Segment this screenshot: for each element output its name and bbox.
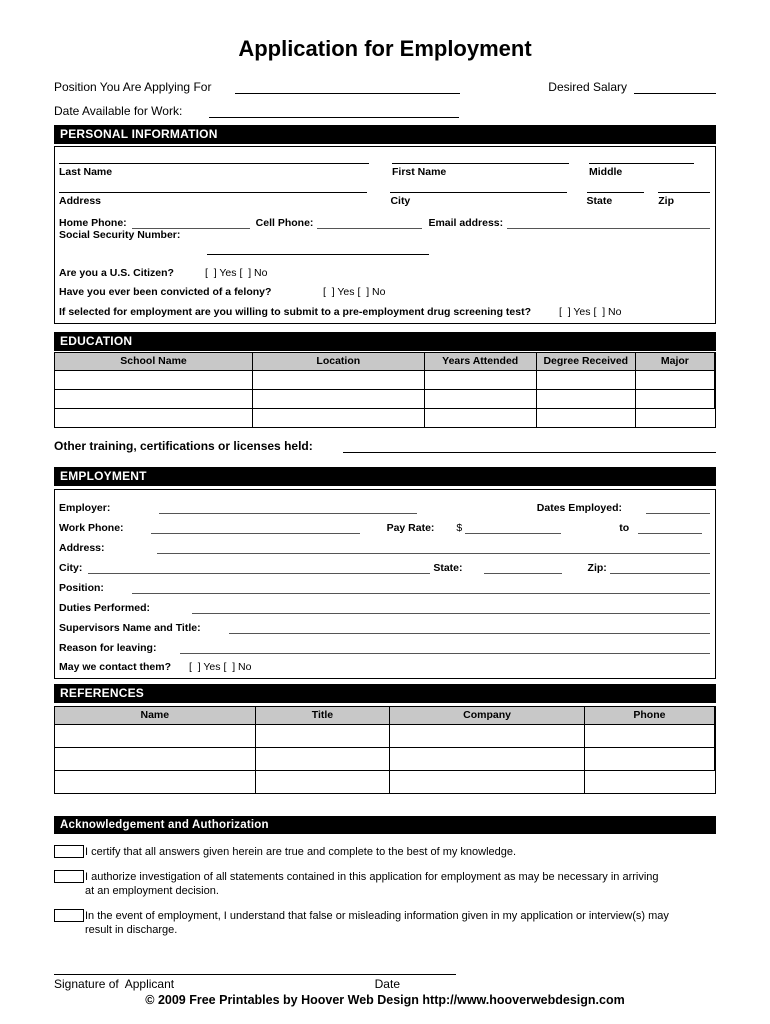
date-available-label: Date Available for Work: (54, 104, 183, 118)
employment-address-label: Address: (59, 542, 105, 554)
ssn-label: Social Security Number: (59, 229, 181, 241)
references-cell[interactable] (256, 770, 391, 793)
zip-input-line[interactable] (658, 181, 710, 193)
address-row (59, 181, 710, 208)
references-cell[interactable] (256, 724, 391, 747)
education-cell[interactable] (55, 408, 253, 427)
zip-label: Zip (658, 195, 674, 207)
duties-label: Duties Performed: (59, 602, 151, 614)
last-name-input-line[interactable] (59, 152, 369, 164)
dates-employed-from-line[interactable] (646, 500, 710, 514)
education-cell[interactable] (537, 370, 636, 389)
date-available-input-line[interactable] (209, 104, 459, 118)
home-phone-label: Home Phone: (59, 217, 127, 229)
section-header-references: REFERENCES (54, 684, 716, 703)
drug-screening-row (59, 298, 710, 318)
to-label: to (619, 522, 630, 534)
employment-city-label: City: (59, 562, 83, 574)
employment-box (54, 489, 716, 679)
state-label: State (586, 195, 613, 207)
first-name-label: First Name (392, 166, 447, 178)
education-cell[interactable] (537, 389, 636, 408)
dollar-sign: $ (456, 522, 463, 534)
contact-row (59, 654, 710, 673)
education-cell[interactable] (253, 389, 425, 408)
position-applying-input-line[interactable] (235, 80, 460, 94)
city-input-line[interactable] (390, 181, 566, 193)
desired-salary-label: Desired Salary (548, 80, 627, 94)
state-input-line[interactable] (587, 181, 645, 193)
references-col-phone: Phone (585, 707, 715, 724)
education-cell[interactable] (636, 408, 715, 427)
ssn-row (59, 229, 710, 260)
education-cell[interactable] (425, 370, 537, 389)
desired-salary-input-line[interactable] (634, 80, 716, 94)
certify-checkbox[interactable] (54, 845, 84, 858)
felony-row (59, 279, 710, 298)
reason-leaving-input-line[interactable] (180, 640, 710, 654)
signature-block (54, 961, 456, 991)
footer-copyright: © 2009 Free Printables by Hoover Web Design http://www.hooverwebdesign.com (145, 993, 625, 1007)
cell-phone-input-line[interactable] (317, 215, 422, 229)
dates-employed-to-line[interactable] (638, 520, 702, 534)
supervisor-label: Supervisors Name and Title: (59, 622, 201, 634)
education-cell[interactable] (425, 408, 537, 427)
education-col-years-attended: Years Attended (425, 353, 537, 370)
references-col-title: Title (256, 707, 391, 724)
zip-field (658, 181, 710, 208)
employer-input-line[interactable] (159, 500, 417, 514)
employment-state-input-line[interactable] (484, 560, 562, 574)
references-cell[interactable] (390, 724, 585, 747)
citizen-question-label: Are you a U.S. Citizen? (59, 267, 174, 279)
ssn-input-line[interactable] (207, 251, 429, 255)
references-table (54, 706, 716, 794)
position-row-employment (59, 574, 710, 594)
other-training-input-line[interactable] (343, 439, 716, 453)
city-field (390, 181, 566, 208)
contact-yes-no-checkboxes[interactable]: [ ] Yes [ ] No (189, 661, 252, 673)
felony-yes-no-checkboxes[interactable]: [ ] Yes [ ] No (323, 286, 386, 298)
phone-email-row (59, 208, 710, 229)
section-header-education: EDUCATION (54, 332, 716, 351)
date-available-row (54, 100, 716, 118)
email-input-line[interactable] (507, 215, 710, 229)
employment-city-input-line[interactable] (88, 560, 430, 574)
position-row (54, 76, 716, 94)
discharge-statement: In the event of employment, I understand that false or misleading information given in my application or interview(s) may result in discharge. (85, 910, 669, 936)
references-cell[interactable] (390, 747, 585, 770)
address-input-line[interactable] (59, 181, 367, 193)
references-cell[interactable] (55, 724, 256, 747)
education-cell[interactable] (537, 408, 636, 427)
middle-name-label: Middle (589, 166, 623, 178)
drug-question-label: If selected for employment are you willing to submit to a pre-employment drug screening test? (59, 306, 531, 318)
employment-city-row (59, 554, 710, 574)
employment-address-input-line[interactable] (157, 540, 710, 554)
education-cell[interactable] (55, 389, 253, 408)
education-cell[interactable] (253, 370, 425, 389)
certify-statement: I certify that all answers given herein are true and complete to the best of my knowledge. (85, 846, 517, 858)
dates-employed-label: Dates Employed: (536, 502, 622, 514)
signature-label: Signature of Applicant (54, 977, 175, 991)
education-cell[interactable] (636, 389, 715, 408)
employment-state-label: State: (433, 562, 463, 574)
city-label: City (390, 195, 411, 207)
education-table (54, 352, 716, 428)
contact-question-label: May we contact them? (59, 661, 172, 673)
employment-zip-input-line[interactable] (610, 560, 710, 574)
references-cell[interactable] (390, 770, 585, 793)
section-header-personal-information: PERSONAL INFORMATION (54, 125, 716, 144)
middle-name-input-line[interactable] (589, 152, 694, 164)
cell-phone-label: Cell Phone: (255, 217, 314, 229)
first-name-input-line[interactable] (392, 152, 569, 164)
signature-labels (54, 977, 456, 991)
position-applying-label: Position You Are Applying For (54, 80, 212, 94)
acknowledgement-row-3 (54, 909, 716, 937)
education-cell[interactable] (425, 389, 537, 408)
email-label: Email address: (428, 217, 504, 229)
authorize-checkbox[interactable] (54, 870, 84, 883)
acknowledgement-row-2 (54, 870, 716, 898)
education-col-location: Location (253, 353, 425, 370)
signature-label-spacer (174, 977, 375, 991)
last-name-label: Last Name (59, 166, 113, 178)
references-cell[interactable] (55, 770, 256, 793)
work-phone-input-line[interactable] (151, 520, 360, 534)
employer-label: Employer: (59, 502, 111, 514)
supervisor-row (59, 614, 710, 634)
employment-position-input-line[interactable] (132, 580, 710, 594)
citizen-row (59, 260, 710, 279)
date-label: Date (374, 977, 400, 991)
signature-input-line[interactable] (54, 961, 456, 975)
other-training-row (54, 437, 716, 453)
education-col-degree-received: Degree Received (537, 353, 636, 370)
citizen-yes-no-checkboxes[interactable]: [ ] Yes [ ] No (205, 267, 268, 279)
education-cell[interactable] (253, 408, 425, 427)
last-name-field (59, 152, 369, 179)
education-col-school-name: School Name (55, 353, 253, 370)
personal-information-box (54, 146, 716, 324)
education-cell[interactable] (55, 370, 253, 389)
other-training-label: Other training, certifications or licenses held: (54, 439, 313, 453)
name-row (59, 152, 710, 179)
authorize-statement: I authorize investigation of all statements contained in this application for employment as may be necessary in arriving at an employment decision. (85, 871, 659, 897)
education-cell[interactable] (636, 370, 715, 389)
pay-rate-label: Pay Rate: (386, 522, 435, 534)
section-header-employment: EMPLOYMENT (54, 467, 716, 486)
section-header-acknowledgement: Acknowledgement and Authorization (54, 816, 716, 834)
reason-leaving-label: Reason for leaving: (59, 642, 157, 654)
page-title: Application for Employment (238, 36, 532, 61)
references-cell[interactable] (256, 747, 391, 770)
employment-position-label: Position: (59, 582, 104, 594)
employer-row (59, 494, 710, 514)
supervisor-input-line[interactable] (229, 620, 710, 634)
work-phone-label: Work Phone: (59, 522, 124, 534)
duties-row (59, 594, 710, 614)
references-col-company: Company (390, 707, 585, 724)
references-cell[interactable] (55, 747, 256, 770)
felony-question-label: Have you ever been convicted of a felony? (59, 286, 272, 298)
pay-rate-input-line[interactable] (465, 520, 561, 534)
references-col-name: Name (55, 707, 256, 724)
first-name-field (392, 152, 569, 179)
work-phone-row (59, 514, 710, 534)
education-col-major: Major (636, 353, 715, 370)
discharge-checkbox[interactable] (54, 909, 84, 922)
reason-leaving-row (59, 634, 710, 654)
state-field (587, 181, 645, 208)
references-cell[interactable] (585, 747, 715, 770)
acknowledgement-row-1 (54, 845, 716, 859)
employment-zip-label: Zip: (587, 562, 607, 574)
references-cell[interactable] (585, 770, 715, 793)
references-cell[interactable] (585, 724, 715, 747)
employment-address-row (59, 534, 710, 554)
duties-input-line[interactable] (192, 600, 710, 614)
address-field (59, 181, 367, 208)
middle-name-field (589, 152, 694, 179)
address-label: Address (59, 195, 102, 207)
drug-yes-no-checkboxes[interactable]: [ ] Yes [ ] No (559, 306, 622, 318)
home-phone-input-line[interactable] (132, 215, 250, 229)
